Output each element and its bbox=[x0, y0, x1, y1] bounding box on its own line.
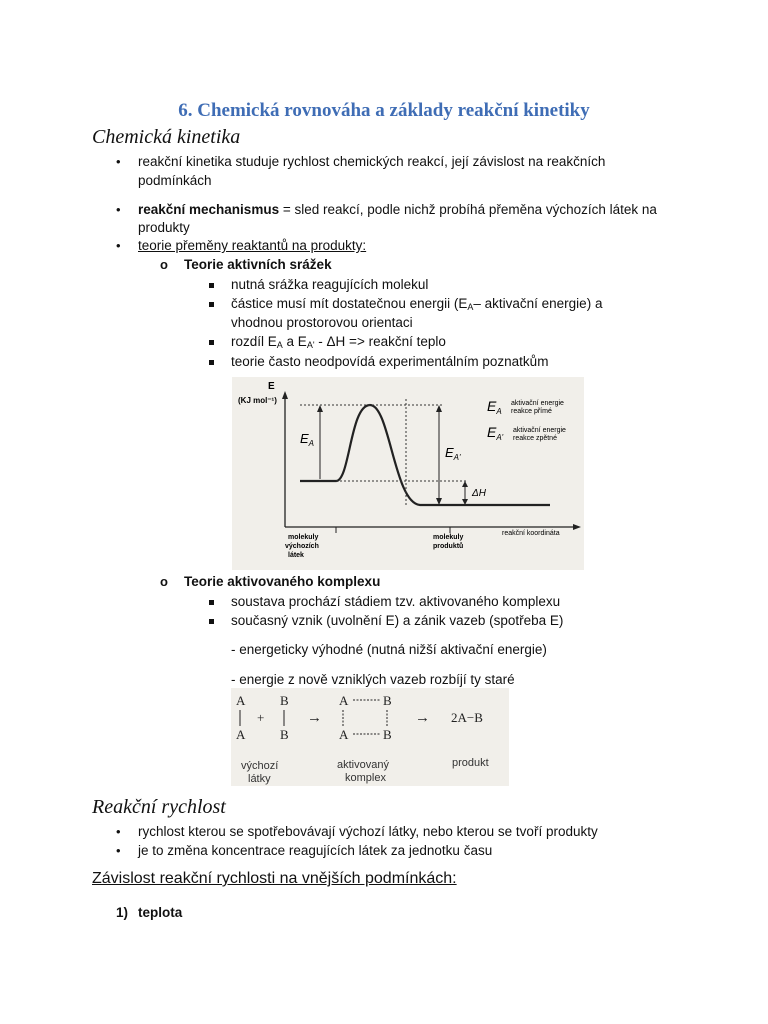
atom-b-bottom-left: B bbox=[280, 727, 289, 742]
ea-prime-arrowhead-top bbox=[436, 405, 442, 412]
subscript: A' bbox=[306, 340, 315, 350]
ea-subscript: A bbox=[308, 439, 315, 448]
legend2-sub: A' bbox=[496, 433, 504, 442]
legend1-line2: reakce přímé bbox=[511, 408, 552, 415]
bullet-text bbox=[138, 236, 366, 255]
legend2-line2: reakce zpětné bbox=[513, 435, 557, 442]
bullet-text bbox=[138, 200, 657, 219]
page-title: 6. Chemická rovnováha a základy reakční kinetiky bbox=[178, 100, 590, 121]
bullet-text: je to změna koncentrace reagujících látek za jednotku času bbox=[138, 843, 493, 858]
product-formula: 2A−B bbox=[451, 710, 483, 725]
y-axis-unit: (KJ mol⁻¹) bbox=[238, 396, 277, 405]
ea-prime-subscript: A' bbox=[453, 453, 461, 462]
legend1-e: E bbox=[487, 398, 497, 414]
square-bullet bbox=[209, 340, 214, 345]
text-fragment: rozdíl E bbox=[231, 334, 277, 349]
atom-b-top-left: B bbox=[280, 693, 289, 708]
ea-symbol: E bbox=[300, 431, 309, 446]
legend1-sub: A bbox=[496, 407, 502, 416]
subscript: A bbox=[276, 340, 283, 350]
plus-sign: + bbox=[257, 710, 265, 725]
x-left-label-3: látek bbox=[288, 552, 304, 559]
atom-a-bottom-mid: A bbox=[339, 727, 349, 742]
list-item: nutná srážka reagujících molekul bbox=[231, 277, 429, 292]
atom-a-top-left: A bbox=[236, 693, 246, 708]
legend2-line1: aktivační energie bbox=[513, 427, 566, 434]
y-axis-label: E bbox=[268, 381, 275, 392]
legend1-line1: aktivační energie bbox=[511, 400, 564, 407]
bullet-dot: • bbox=[116, 202, 121, 217]
bullet-text-continued: podmínkách bbox=[138, 173, 212, 188]
bullet-dot: • bbox=[116, 843, 121, 858]
text-fragment: a E bbox=[282, 334, 307, 349]
dh-arrowhead-top bbox=[462, 481, 468, 487]
label-vychozi: výchozí bbox=[241, 760, 279, 772]
underlined-text: teorie přeměny reaktantů na produkty: bbox=[138, 238, 367, 253]
heading-chemicka-kinetika: Chemická kinetika bbox=[92, 126, 241, 148]
term-bold: reakční mechanismus bbox=[138, 202, 280, 217]
x-mid-label-2: produktů bbox=[433, 543, 464, 550]
atom-b-top-mid: B bbox=[383, 693, 392, 708]
subsection-title: Teorie aktivních srážek bbox=[184, 257, 332, 272]
dash-note: - energeticky výhodné (nutná nižší aktivační energie) bbox=[231, 642, 547, 657]
numbered-label: 1) bbox=[116, 905, 129, 920]
square-bullet bbox=[209, 600, 214, 605]
x-left-label-1: molekuly bbox=[288, 534, 319, 541]
dh-label: ΔH bbox=[472, 488, 486, 499]
reaction-arrow-2: → bbox=[415, 710, 430, 726]
x-axis-label: reakční koordináta bbox=[502, 530, 560, 537]
x-mid-label-1: molekuly bbox=[433, 534, 464, 541]
ea-prime-symbol: E bbox=[445, 445, 454, 460]
circle-bullet: o bbox=[160, 257, 168, 272]
x-left-label-2: výchozích bbox=[285, 543, 319, 550]
text-fragment: částice musí mít dostatečnou energii (E bbox=[231, 296, 468, 311]
ea-label bbox=[300, 431, 314, 448]
bullet-dot: • bbox=[116, 238, 121, 253]
reaction-arrow-1: → bbox=[307, 710, 322, 726]
activated-complex-diagram bbox=[231, 688, 509, 786]
text-fragment: – aktivační energie) a bbox=[473, 296, 603, 311]
subheading-zavislost: Závislost reakční rychlosti na vnějších podmínkách: bbox=[92, 870, 457, 887]
square-bullet bbox=[209, 283, 214, 288]
legend1-symbol bbox=[487, 398, 502, 416]
dash-note: - energie z nově vzniklých vazeb rozbíjí ty staré bbox=[231, 672, 515, 687]
list-item-continued: vhodnou prostorovou orientaci bbox=[231, 315, 413, 330]
label-aktivovany: aktivovaný bbox=[337, 759, 389, 771]
label-latky: látky bbox=[248, 773, 271, 785]
atom-a-bottom-left: A bbox=[236, 727, 246, 742]
square-bullet bbox=[209, 302, 214, 307]
energy-diagram bbox=[232, 377, 584, 570]
atom-a-top-mid: A bbox=[339, 693, 349, 708]
energy-diagram-svg bbox=[232, 377, 584, 570]
bullet-dot: • bbox=[116, 824, 121, 839]
label-produkt: produkt bbox=[452, 757, 489, 769]
energy-curve bbox=[300, 405, 550, 505]
label-komplex: komplex bbox=[345, 772, 386, 784]
square-bullet bbox=[209, 619, 214, 624]
square-bullet bbox=[209, 360, 214, 365]
heading-reakcni-rychlost: Reakční rychlost bbox=[92, 796, 226, 818]
ea-prime-label bbox=[445, 445, 461, 462]
list-item: teorie často neodpovídá experimentálním poznatkům bbox=[231, 354, 549, 369]
legend2-symbol bbox=[487, 424, 504, 442]
list-item: současný vznik (uvolnění E) a zánik vazeb (spotřeba E) bbox=[231, 613, 564, 628]
bullet-text-continued: produkty bbox=[138, 220, 190, 235]
text-fragment: - ΔH => reakční teplo bbox=[314, 334, 446, 349]
activated-complex-svg bbox=[231, 688, 509, 786]
term-definition: = sled reakcí, podle nichž probíhá přeměna výchozích látek na bbox=[279, 202, 657, 217]
numbered-item-text: teplota bbox=[138, 905, 183, 920]
bullet-text: reakční kinetika studuje rychlost chemických reakcí, její závislost na reakčních bbox=[138, 154, 606, 169]
ea-arrowhead bbox=[317, 405, 323, 412]
x-axis-arrowhead bbox=[573, 524, 581, 530]
subsection-title: Teorie aktivovaného komplexu bbox=[184, 574, 381, 589]
bullet-text: rychlost kterou se spotřebovávají výchozí látky, nebo kterou se tvoří produkty bbox=[138, 824, 598, 839]
bullet-dot: • bbox=[116, 154, 121, 169]
list-item: soustava prochází stádiem tzv. aktivovaného komplexu bbox=[231, 594, 561, 609]
subscript: A bbox=[467, 302, 474, 312]
legend2-e: E bbox=[487, 424, 497, 440]
circle-bullet: o bbox=[160, 574, 168, 589]
y-axis-arrowhead bbox=[282, 391, 288, 399]
atom-b-bottom-mid: B bbox=[383, 727, 392, 742]
